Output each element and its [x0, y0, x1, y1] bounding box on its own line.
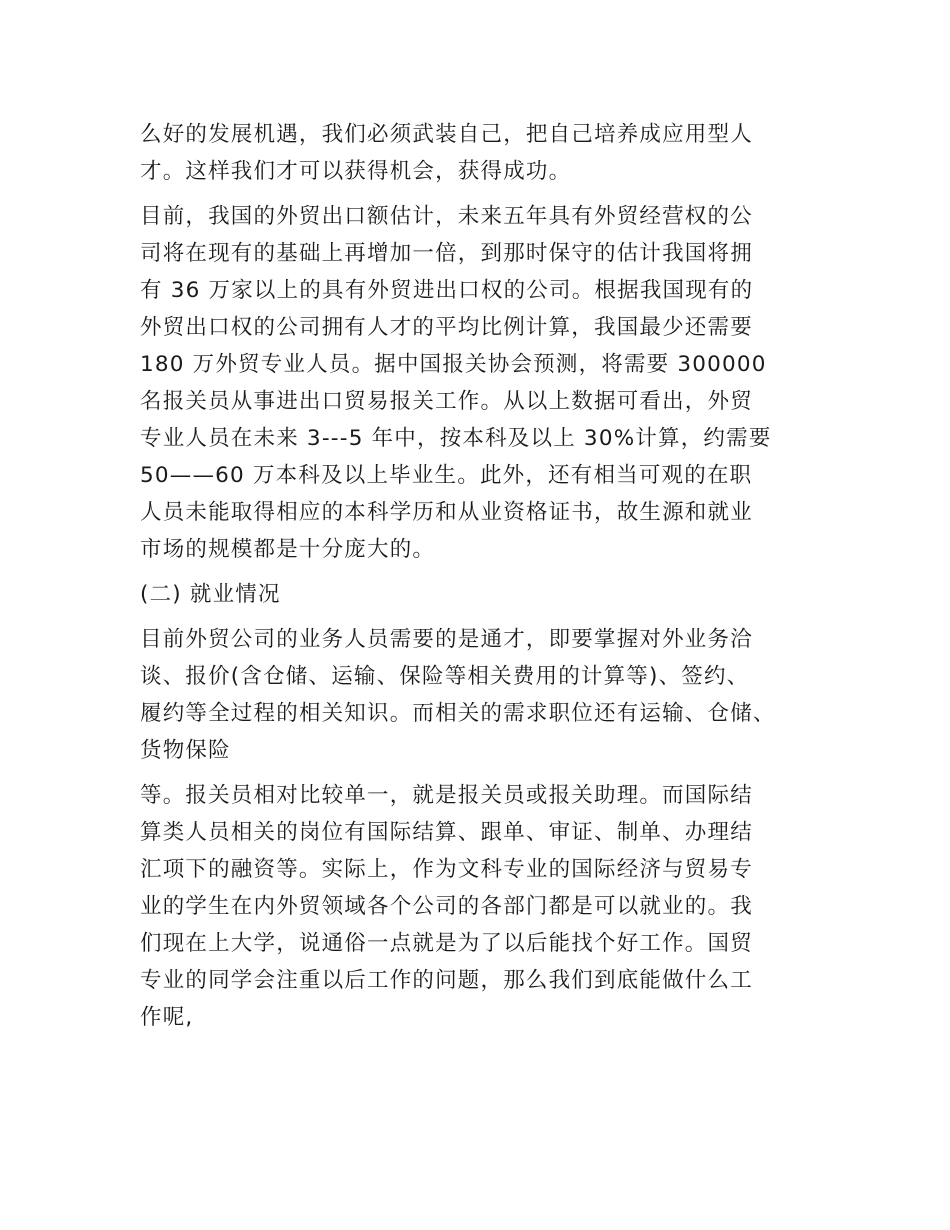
text-line: 等。报关员相对比较单一，就是报关员或报关助理。而国际结	[140, 783, 753, 808]
text-line: 有 36 万家以上的具有外贸进出口权的公司。根据我国现有的	[140, 278, 754, 303]
text-line: 货物保险	[140, 738, 231, 763]
text-line: 180 万外贸专业人员。据中国报关协会预测，将需要 300000	[140, 352, 767, 377]
text-line: 作呢,	[140, 1005, 194, 1030]
paragraph-1	[140, 116, 815, 190]
text-line: 履约等全过程的相关知识。而相关的需求职位还有运输、仓储、	[140, 701, 776, 726]
paragraph-3	[140, 621, 815, 769]
section-heading	[140, 576, 815, 613]
text-line: 算类人员相关的岗位有国际结算、跟单、审证、制单、办理结	[140, 820, 753, 845]
text-line: 市场的规模都是十分庞大的。	[140, 537, 436, 562]
text-line: 业的学生在内外贸领域各个公司的各部门都是可以就业的。我	[140, 894, 753, 919]
text-line: 汇项下的融资等。实际上，作为文科专业的国际经济与贸易专	[140, 857, 753, 882]
text-line: 目前外贸公司的业务人员需要的是通才，即要掌握对外业务洽	[140, 627, 753, 652]
text-line: 名报关员从事进出口贸易报关工作。从以上数据可看出，外贸	[140, 389, 753, 414]
text-line: 50——60 万本科及以上毕业生。此外，还有相当可观的在职	[140, 463, 753, 488]
text-line: 才。这样我们才可以获得机会，获得成功。	[140, 159, 572, 184]
text-line: 司将在现有的基础上再增加一倍，到那时保守的估计我国将拥	[140, 241, 753, 266]
text-line: 外贸出口权的公司拥有人才的平均比例计算，我国最少还需要	[140, 315, 753, 340]
text-line: 么好的发展机遇，我们必须武装自己，把自己培养成应用型人	[140, 122, 753, 147]
text-line: 谈、报价(含仓储、运输、保险等相关费用的计算等)、签约、	[140, 664, 750, 689]
text-line: 人员未能取得相应的本科学历和从业资格证书，故生源和就业	[140, 500, 753, 525]
heading-text: (二) 就业情况	[140, 582, 281, 607]
document-page	[140, 116, 815, 1036]
text-line: 专业人员在未来 3---5 年中，按本科及以上 30%计算，约需要	[140, 426, 772, 451]
text-line: 们现在上大学，说通俗一点就是为了以后能找个好工作。国贸	[140, 931, 753, 956]
paragraph-2	[140, 198, 815, 568]
text-line: 专业的同学会注重以后工作的问题，那么我们到底能做什么工	[140, 968, 753, 993]
paragraph-4	[140, 777, 815, 1036]
text-line: 目前，我国的外贸出口额估计，未来五年具有外贸经营权的公	[140, 204, 753, 229]
